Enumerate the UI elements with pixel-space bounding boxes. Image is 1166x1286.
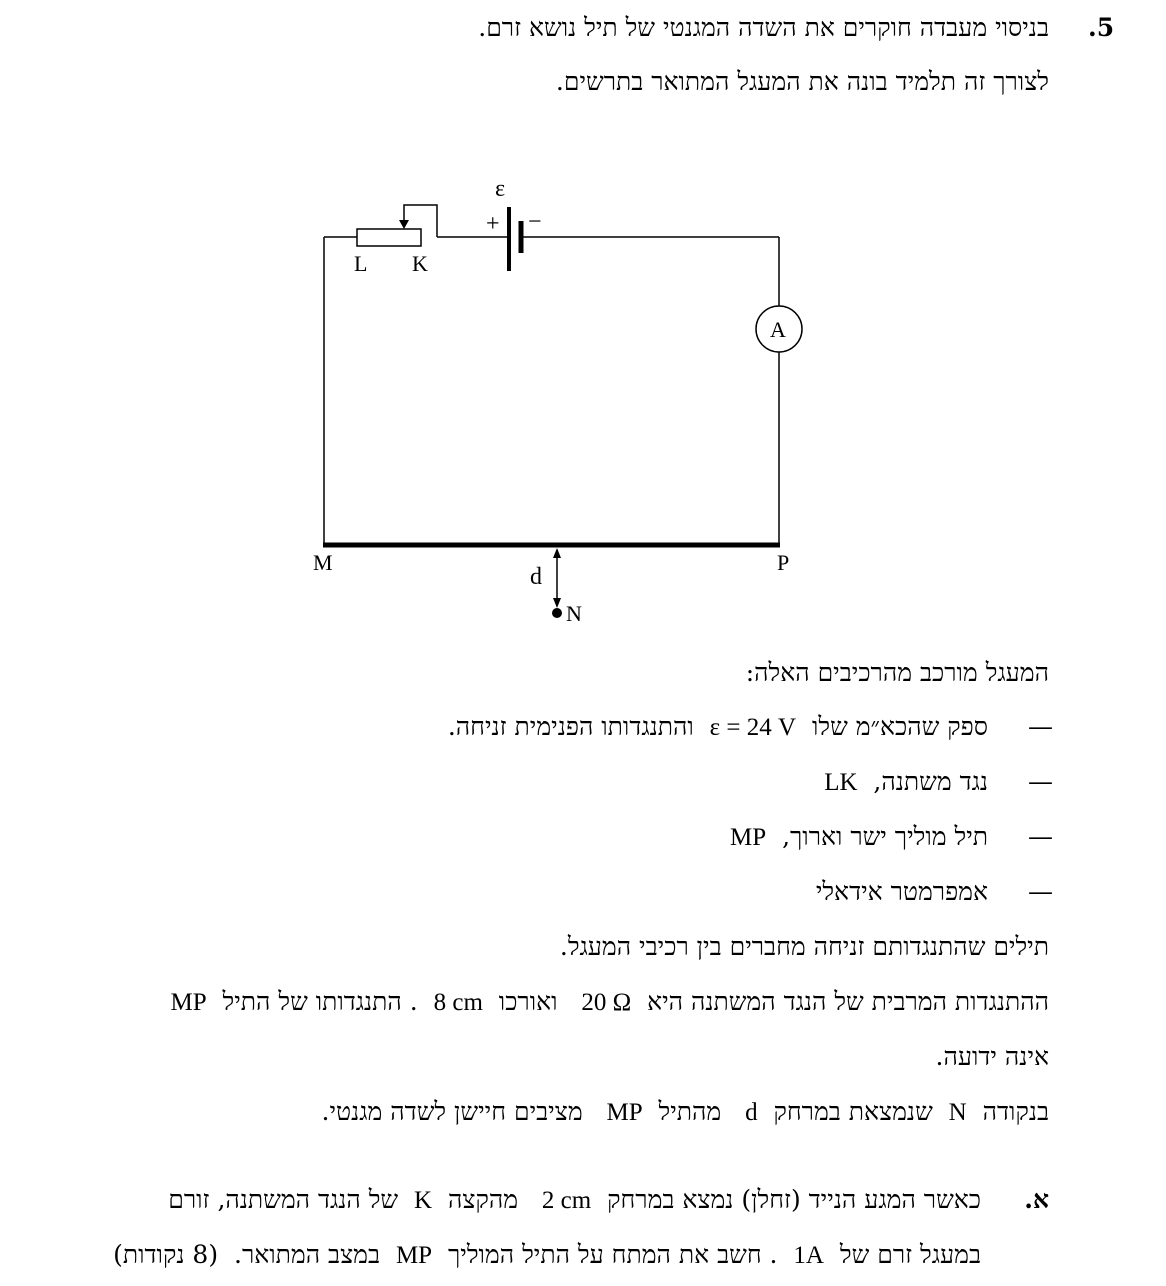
- part-a-line1: כאשר המגע הנייד (זחלן) נמצא במרחק 2 cm מהקצה K של הנגד המשתנה, זורם: [168, 1185, 981, 1214]
- list-dash: —: [1028, 822, 1053, 851]
- unknown-text: אינה ידועה.: [935, 1042, 1049, 1071]
- question-number: .5: [1088, 13, 1115, 42]
- part-a-line2: במעגל זרם של 1A . חשב את המתח על התיל המוליך MP במצב המתואר. (8 נקודות): [113, 1240, 981, 1269]
- points-label: (8 נקודות): [113, 1240, 219, 1269]
- list-item: אמפרמטר אידאלי: [815, 877, 988, 906]
- label-M: M: [313, 550, 333, 575]
- emf-value: ε = 24 V: [709, 714, 797, 741]
- battery-plus: +: [486, 211, 500, 237]
- distance-arrow-down: [553, 598, 561, 608]
- list-dash: —: [1028, 712, 1053, 741]
- battery-minus: −: [528, 209, 542, 235]
- list-dash: —: [1028, 767, 1053, 796]
- label-K: K: [412, 251, 428, 276]
- part-a-label: א.: [1024, 1185, 1049, 1214]
- list-item: תיל מוליך ישר וארוך, MP: [730, 822, 988, 851]
- label-A: A: [770, 317, 786, 342]
- question-intro: לצורך זה תלמיד בונה את המעגל המתואר בתרשים.: [555, 67, 1049, 96]
- distance-arrow-up: [553, 548, 561, 558]
- wires-text: תילים שהתנגדותם זניחה מחברים בין רכיבי המעגל.: [559, 932, 1049, 961]
- label-P: P: [777, 550, 790, 575]
- variable-resistor: [357, 229, 421, 246]
- components-heading: המעגל מורכב מהרכיבים האלה:: [745, 658, 1049, 687]
- list-item: ספק שהכא״מ שלו ε = 24 V והתנגדותו הפנימית זניחה.: [447, 712, 988, 741]
- label-N: N: [566, 601, 582, 626]
- emf-label: ε: [495, 176, 506, 202]
- label-L: L: [354, 251, 368, 276]
- point-N: [552, 608, 562, 618]
- resistance-text: ההתנגדות המרבית של הנגד המשתנה היא 20 Ω ואורכו 8 cm . התנגדותו של התיל MP: [170, 987, 1049, 1016]
- list-dash: —: [1028, 877, 1053, 906]
- sensor-text: בנקודה N שנמצאת במרחק d מהתיל MP מציבים חיישן לשדה מגנטי.: [321, 1097, 1049, 1126]
- label-d: d: [530, 564, 542, 590]
- question-title: בניסוי מעבדה חוקרים את השדה המגנטי של תיל נושא זרם.: [478, 13, 1049, 42]
- list-item: נגד משתנה, LK: [824, 767, 988, 796]
- slider-arrow-head: [399, 220, 409, 229]
